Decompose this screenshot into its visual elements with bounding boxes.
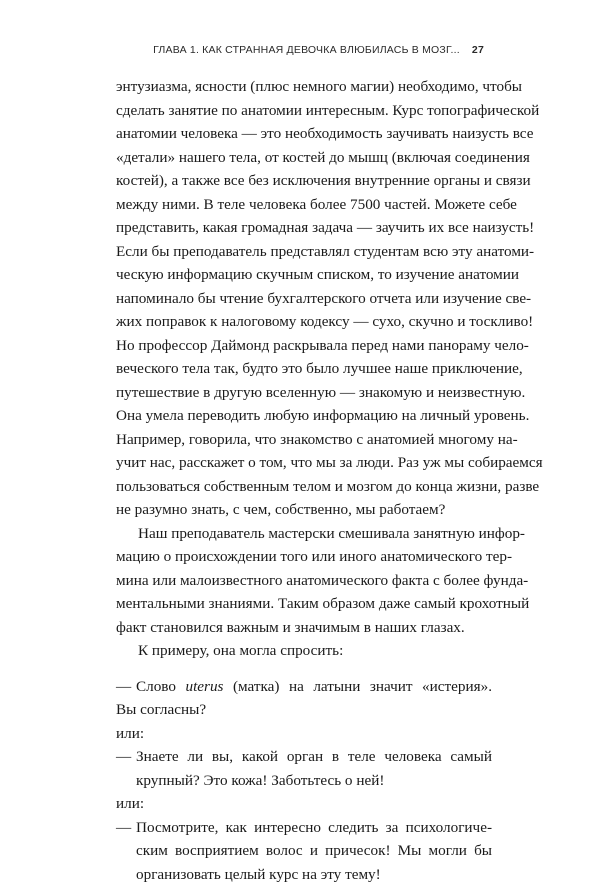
text-line: анатомии человека — это необходимость заучивать наизусть все <box>116 122 492 146</box>
em-dash: — <box>116 675 136 699</box>
text-line: жих поправок к налоговому кодексу — сухо, скучно и тоскливо! <box>116 310 492 334</box>
dialogue-text: Посмотрите, как интересно следить за психологиче- <box>136 816 492 840</box>
text-line: сделать занятие по анатомии интересным. Курс топографической <box>116 99 492 123</box>
dialogue <box>116 675 492 886</box>
text-line: мина или малоизвестного анатомического факта с более фунда- <box>116 569 492 593</box>
page-number: 27 <box>472 44 484 56</box>
text-line: представить, какая громадная задача — заучить их все наизусть! <box>116 216 492 240</box>
dialogue-continuation: крупный? Это кожа! Заботьтесь о ней! <box>116 769 492 793</box>
em-dash: — <box>116 745 136 769</box>
text-line: энтузиазма, ясности (плюс немного магии) необходимо, чтобы <box>116 75 492 99</box>
text-line: веческого тела так, будто это было лучшее наше приключение, <box>116 357 492 381</box>
em-dash: — <box>116 816 136 840</box>
text-line: Но профессор Даймонд раскрывала перед нами панораму чело- <box>116 334 492 358</box>
text-line: Если бы преподаватель представлял студентам всю эту анатоми- <box>116 240 492 264</box>
dialogue-continuation: Вы согласны? <box>116 698 492 722</box>
running-header <box>120 44 484 56</box>
dialogue-text: Знаете ли вы, какой орган в теле человека самый <box>136 745 492 769</box>
text-line: мацию о происхождении того или иного анатомического тер- <box>116 545 492 569</box>
text-line: «детали» нашего тела, от костей до мышц (включая соединения <box>116 146 492 170</box>
or-separator: или: <box>116 722 492 746</box>
text-line: ментальными знаниями. Таким образом даже самый крохотный <box>116 592 492 616</box>
dialogue-continuation: организовать целый курс на эту тему! <box>116 863 492 886</box>
dialogue-continuation: ским восприятием волос и причесок! Мы могли бы <box>116 839 492 863</box>
text-line: Она умела переводить любую информацию на личный уровень. <box>116 404 492 428</box>
chapter-title: ГЛАВА 1. КАК СТРАННАЯ ДЕВОЧКА ВЛЮБИЛАСЬ В МОЗГ... <box>153 44 460 56</box>
paragraph-2 <box>116 522 492 640</box>
dialogue-question-3 <box>116 816 492 840</box>
text-line: Например, говорила, что знакомство с анатомией многому на- <box>116 428 492 452</box>
body-text <box>116 75 492 886</box>
dialogue-question-1 <box>116 675 492 699</box>
or-separator: или: <box>116 792 492 816</box>
text-line: К примеру, она могла спросить: <box>116 639 492 663</box>
text-line: факт становился важным и значимым в наших глазах. <box>116 616 492 640</box>
text-line: путешествие в другую вселенную — знакомую и неизвестную. <box>116 381 492 405</box>
paragraph-3 <box>116 639 492 663</box>
latin-term: uterus <box>185 678 223 695</box>
text-line: пользоваться собственным телом и мозгом до конца жизни, разве <box>116 475 492 499</box>
text-line: напоминало бы чтение бухгалтерского отчета или изучение све- <box>116 287 492 311</box>
text-line: не разумно знать, с чем, собственно, мы работаем? <box>116 498 492 522</box>
dialogue-question-2 <box>116 745 492 769</box>
dialogue-text: Слово uterus (матка) на латыни значит «истерия». <box>136 675 492 699</box>
text-line: между ними. В теле человека более 7500 частей. Можете себе <box>116 193 492 217</box>
text-line: Наш преподаватель мастерски смешивала занятную инфор- <box>116 522 492 546</box>
text-line: костей), а также все без исключения внутренние органы и связи <box>116 169 492 193</box>
text-line: учит нас, расскажет о том, что мы за люди. Раз уж мы собираемся <box>116 451 492 475</box>
paragraph-1 <box>116 75 492 522</box>
text-line: ческую информацию скучным списком, то изучение анатомии <box>116 263 492 287</box>
